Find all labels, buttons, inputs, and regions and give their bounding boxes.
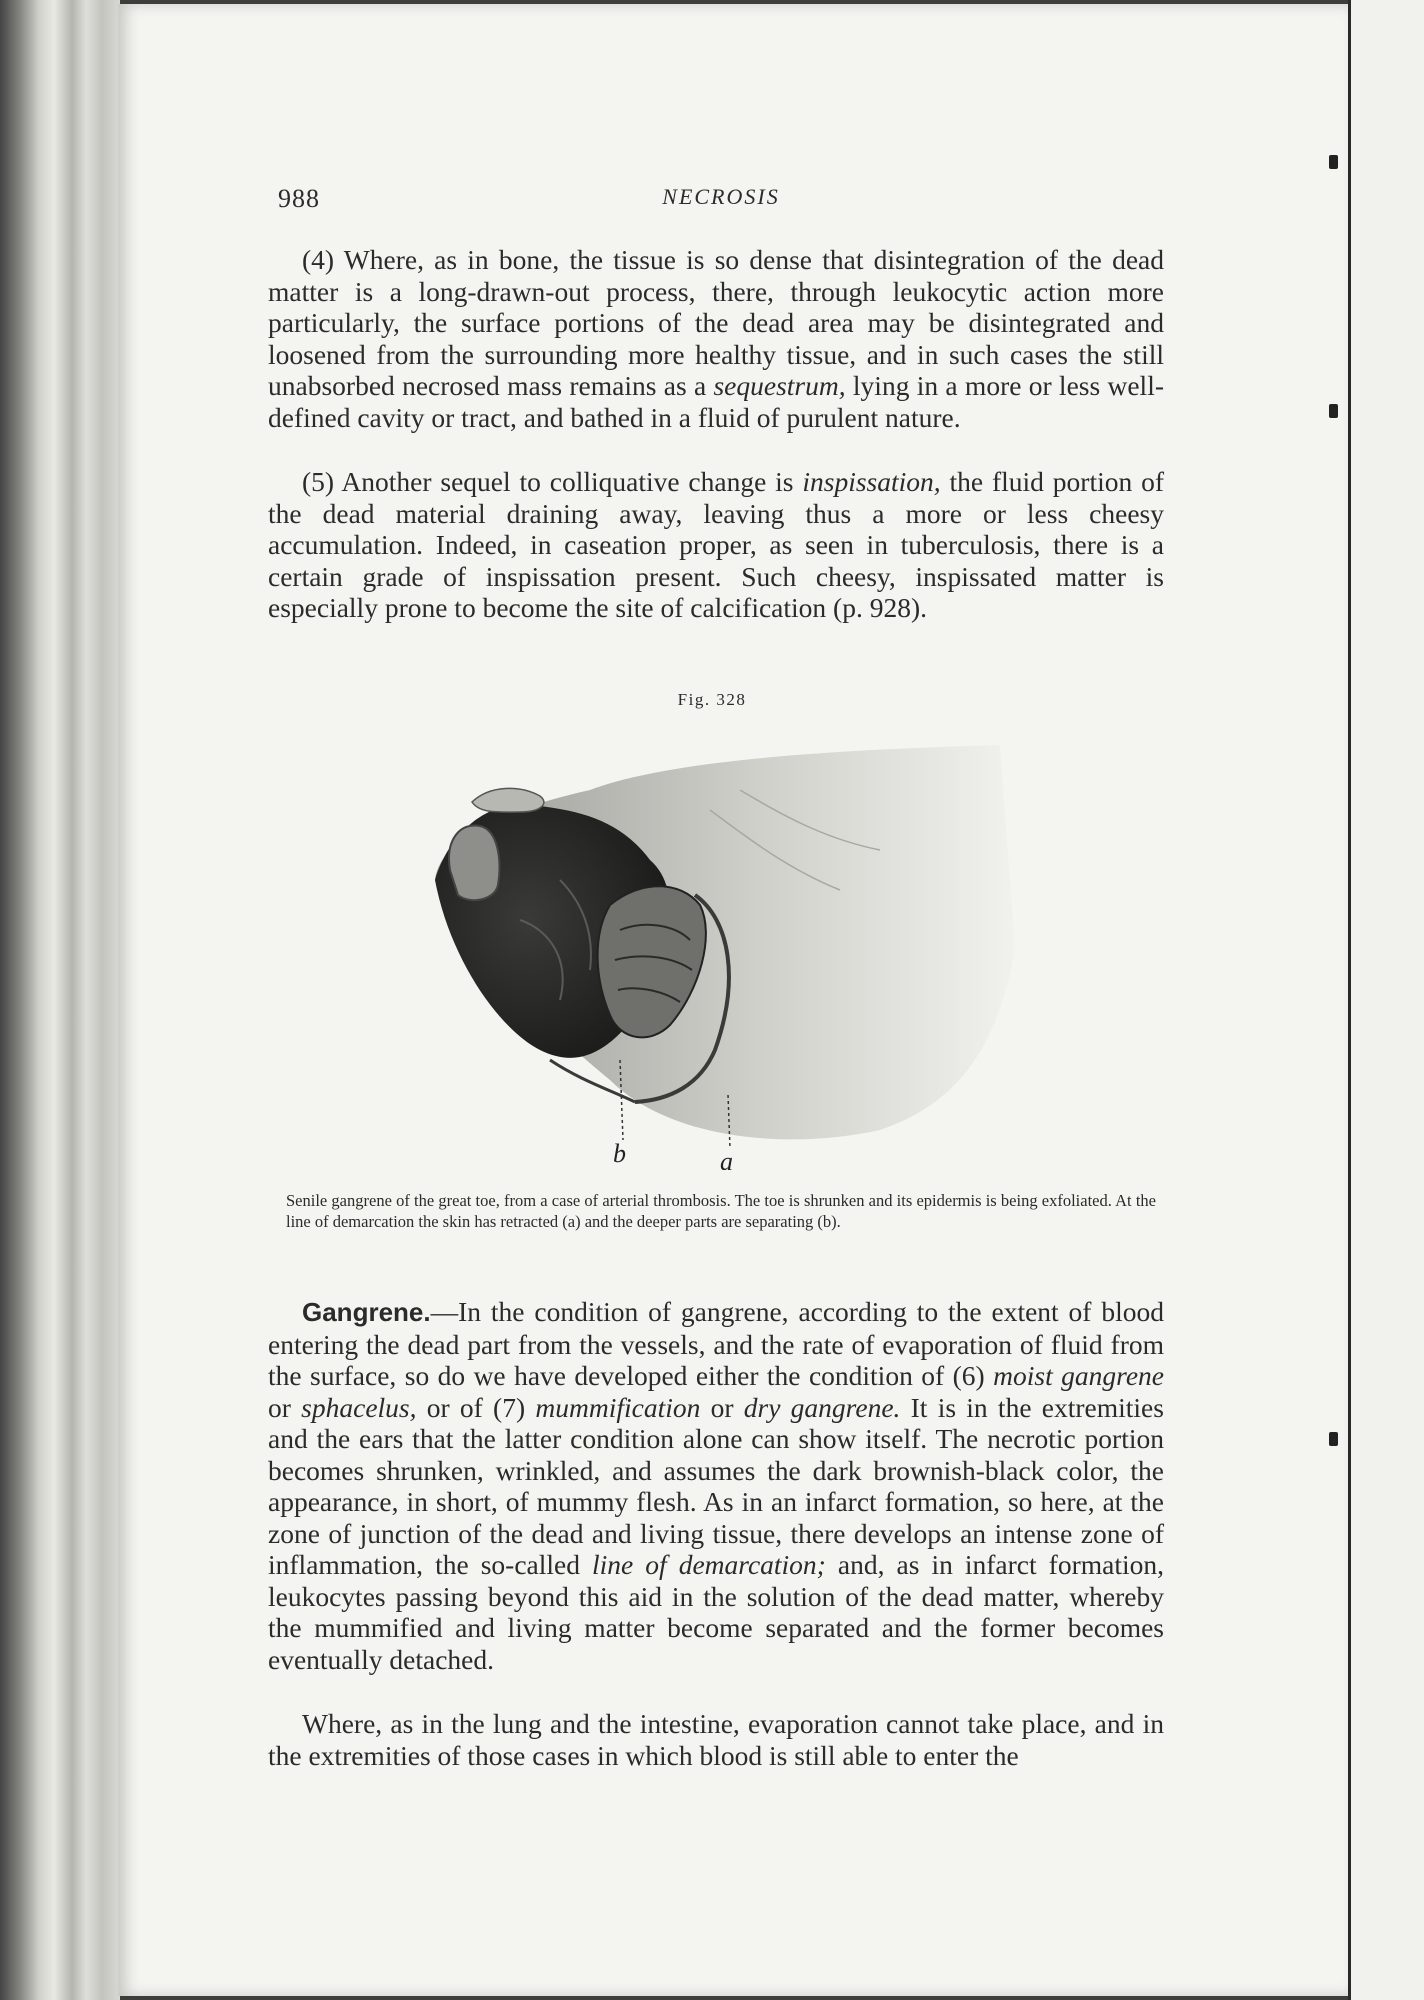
running-head: NECROSIS xyxy=(662,184,780,209)
page-edge-mark xyxy=(1329,404,1338,418)
page-header xyxy=(278,184,1164,214)
page-edge-mark xyxy=(1329,1432,1338,1446)
page-number: 988 xyxy=(278,184,320,213)
figure-caption: Senile gangrene of the great toe, from a case of arterial thrombosis. The toe is shrunken and its epidermis is being exfoliated. At the line of demarcation the skin has retracted (a) and the deeper parts are separating (b). xyxy=(286,1191,1156,1231)
paragraph-inspissation: (5) Another sequel to colliquative change is inspissation, the fluid portion of the dead material draining away, leaving thus a more or less cheesy accumulation. Indeed, in caseation proper, as seen in tuberculosis, there is a certain grade of inspissation present. Such cheesy, inspissated matter is especially prone to become the site of calcification (p. 928). xyxy=(268,466,1164,623)
facing-page-edge xyxy=(1348,0,1424,2000)
paragraph-moist-gangrene: Where, as in the lung and the intestine, evaporation cannot take place, and in the extremities of those cases in which blood is still able to enter the xyxy=(268,1708,1164,1771)
page-edge-mark xyxy=(1329,155,1338,169)
gangrene-heading: Gangrene. xyxy=(302,1297,431,1327)
figure-label: Fig. 328 xyxy=(677,690,747,709)
paragraph-sequestrum: (4) Where, as in bone, the tissue is so dense that disintegration of the dead matter is a long-drawn-out process, there, through leukocytic action more particularly, the surface portions of the dead area may be disintegrated and loosened from the surrounding more healthy tissue, and in such cases the still unabsorbed necrosed mass remains as a sequestrum, lying in a more or less well-defined cavity or tract, and bathed in a fluid of purulent nature. xyxy=(268,244,1164,433)
gangrene-toe-illustration xyxy=(410,730,1030,1170)
paragraph-gangrene: Gangrene.—In the condition of gangrene, according to the extent of blood entering the dead part from the vessels, and the rate of evaporation of fluid from the surface, so do we have developed either the condition of (6) moist gangrene or sphacelus, or of (7) mummification or dry gangrene. It is in the extremities and the ears that the latter condition alone can show itself. The necrotic portion becomes shrunken, wrinkled, and assumes the dark brownish-black color, the appearance, in short, of mummy flesh. As in an infarct formation, so here, at the zone of junction of the dead and living tissue, there develops an intense zone of inflammation, the so-called line of demarcation; and, as in infarct formation, leukocytes passing beyond this aid in the solution of the dead matter, whereby the mummified and living matter become separated and the former becomes eventually detached. xyxy=(268,1296,1165,1675)
marker-b: b xyxy=(613,1139,626,1168)
book-spine xyxy=(0,0,120,2000)
marker-a: a xyxy=(720,1147,733,1170)
